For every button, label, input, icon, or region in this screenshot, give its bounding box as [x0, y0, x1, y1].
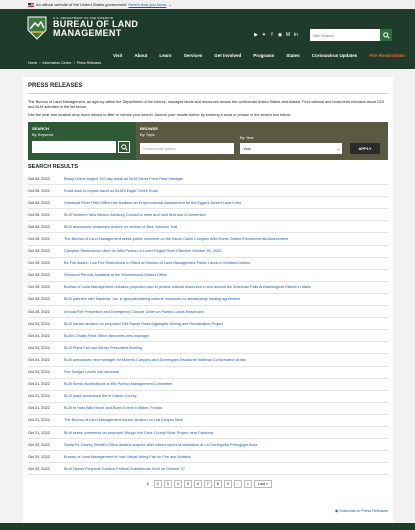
pager-item[interactable]: … — [234, 480, 242, 488]
result-date: Oct 24, 2022 — [28, 345, 50, 350]
intro-text: The Bureau of Land Management, an agency within the Department of the Interior, manages lands and resources across the continental United States and Alaska. Find national and local news releases about DOI and BLM activities in the list below. — [28, 100, 384, 109]
pager-item[interactable]: 5 — [184, 480, 192, 488]
result-date: Oct 25, 2022 — [28, 249, 50, 254]
page-title: PRESS RELEASES — [28, 77, 388, 94]
filter-panel — [28, 122, 388, 160]
table-row — [28, 173, 388, 185]
medium-icon[interactable]: M — [285, 32, 291, 38]
table-row — [28, 294, 388, 306]
table-row — [28, 270, 388, 282]
pager-item[interactable]: 6 — [194, 480, 202, 488]
result-date: Oct 25, 2022 — [28, 309, 50, 314]
table-row — [28, 403, 388, 415]
result-title-link[interactable]: Brady Ovens begins 120-day detail as BLM Sierra Front Field Manager — [64, 176, 184, 181]
site-footer — [0, 523, 415, 530]
breadcrumb — [0, 57, 415, 69]
table-row — [28, 427, 388, 439]
keyword-search-section — [28, 122, 136, 160]
rss-icon: ◉ — [334, 509, 339, 513]
result-date: Oct 20, 2022 — [28, 454, 50, 459]
result-title-link[interactable]: Be Fire Aware: Low Fire Restrictions in Effect on Bureau of Land Management Public Lands in Medford District — [64, 261, 250, 266]
brand-dept: U.S. DEPARTMENT OF THE INTERIOR — [53, 16, 114, 20]
pager-item[interactable]: 8 — [214, 480, 222, 488]
table-row — [28, 197, 388, 209]
topic-select[interactable] — [140, 143, 234, 154]
result-title-link[interactable]: BLM partners with Kawerak, Inc. in groundbreaking cultural resources co-stewardship funding agreement — [64, 297, 241, 302]
table-row — [28, 330, 388, 342]
year-value: -Year — [242, 146, 251, 151]
chevron-down-icon[interactable]: ⌄ — [168, 2, 172, 7]
result-title-link[interactable]: Humboldt River Field Office has finalized an Environmental Assessment for the Eggers Desert Land Entry — [64, 200, 242, 205]
result-date: Oct 24, 2022 — [28, 370, 50, 375]
nav-programs[interactable]: Programs — [253, 53, 275, 58]
nav-coronavirus-updates[interactable]: Coronavirus Updates — [311, 53, 358, 58]
brand-name-line1: BUREAU OF LAND — [53, 19, 139, 29]
brand-name-line2: MANAGEMENT — [53, 28, 122, 38]
pager-item[interactable]: » — [244, 480, 252, 488]
table-row — [28, 185, 388, 197]
pagination — [28, 480, 388, 488]
result-title-link[interactable]: Campfire Restrictions Lifted on Wild Portion of Lower Rogue River Effective October 26, 2022 — [64, 249, 222, 254]
browse-label-group — [140, 126, 158, 137]
nav-learn[interactable]: Learn — [159, 53, 172, 58]
result-date: Oct 20, 2022 — [28, 442, 50, 447]
subscribe-link[interactable] — [335, 508, 388, 513]
nav-visit[interactable]: Visit — [113, 53, 123, 58]
result-title-link[interactable]: BLM seeks comments on proposed Rough Hat Clark County Solar Project near Pahrump — [64, 430, 214, 435]
table-row — [28, 439, 388, 451]
nav-about[interactable]: About — [134, 53, 148, 58]
breadcrumb-separator: › — [73, 61, 75, 65]
result-date: Oct 24, 2022 — [28, 333, 50, 338]
search-label: SEARCH — [32, 126, 49, 131]
search-icon — [383, 32, 390, 39]
breadcrumb-information-center[interactable]: Information Center — [42, 61, 72, 65]
result-date: Oct 21, 2022 — [28, 382, 50, 387]
gov-banner-text: An official website of the United States government — [36, 2, 127, 7]
table-row — [28, 306, 388, 318]
result-title-link[interactable]: The Bureau of Land Management seeks public comment on the Stone Cabin Complex Wild Horse Gather Environmental Assessment — [64, 237, 289, 242]
browse-section — [136, 122, 388, 160]
site-search-button[interactable] — [380, 29, 392, 41]
pager-item[interactable]: 3 — [164, 480, 172, 488]
browse-sub-label: By Topic — [140, 132, 156, 137]
brand[interactable] — [53, 17, 138, 38]
breadcrumb-home[interactable]: Home — [28, 61, 38, 65]
keyword-search-button[interactable] — [118, 141, 130, 153]
main-content — [23, 77, 393, 523]
site-search — [310, 29, 392, 41]
pager-item[interactable]: 9 — [224, 480, 232, 488]
year-label: By Year — [240, 135, 254, 140]
result-date: Oct 26, 2022 — [28, 200, 50, 205]
nav-states[interactable]: States — [286, 53, 300, 58]
table-row — [28, 318, 388, 330]
result-date: Oct 25, 2022 — [28, 273, 50, 278]
result-title-link[interactable]: Road work to impact travel on BLM's Eagle Creek Road — [64, 188, 158, 193]
table-row — [28, 209, 388, 221]
breadcrumb-separator: › — [39, 61, 41, 65]
results-list — [28, 173, 388, 475]
table-row — [28, 233, 388, 245]
result-title-link[interactable]: BLM announces new manager for McInnis Canyons and Dominguez-Escalante National Conservation Areas — [64, 357, 246, 362]
result-title-link[interactable]: BLM Opens Fortymile Caribou Federal Subsistence Hunt on October 27 — [64, 466, 185, 471]
result-date: Oct 25, 2022 — [28, 285, 50, 290]
gov-banner-link[interactable]: Here's how you know — [128, 2, 167, 7]
nav-get-involved[interactable]: Get Involved — [214, 53, 242, 58]
result-date: Oct 21, 2022 — [28, 418, 50, 423]
result-date: Oct 25, 2022 — [28, 297, 50, 302]
us-flag-icon — [28, 3, 34, 7]
chevron-down-icon: ⌄ — [336, 147, 340, 151]
result-date: Oct 25, 2022 — [28, 261, 50, 266]
result-title-link[interactable]: Santa Fe County Sheriff's Office detains suspect after citizen report of vandalism at La Cieneguiña Petroglyph Area — [64, 442, 258, 447]
result-date: Oct 21, 2022 — [28, 394, 50, 399]
nav-fire-restrictions[interactable]: Fire Restrictions — [369, 53, 405, 58]
result-date: Oct 24, 2022 — [28, 357, 50, 362]
result-title-link[interactable]: Bureau of Land Management to host Virtual Hiring Fair for Fire and Aviation — [64, 454, 191, 459]
year-select[interactable] — [240, 143, 342, 154]
pager-item[interactable]: Last » — [254, 480, 272, 488]
table-row — [28, 463, 388, 475]
nav-services[interactable]: Services — [183, 53, 203, 58]
table-row — [28, 379, 388, 391]
result-title-link[interactable]: Firewood Permits Available at the Winnemucca District Office — [64, 273, 167, 278]
table-row — [28, 391, 388, 403]
result-title-link[interactable]: Annual Fire Prevention and Emergency Closure Order on Pueblo Lands Rescinded — [64, 309, 204, 314]
result-date: Oct 26, 2022 — [28, 176, 50, 181]
linkedin-icon[interactable]: in — [294, 32, 298, 38]
result-title-link[interactable]: BLM issues decision on proposed DW Ranch Road Aggregate Mining and Reclamation Project — [64, 321, 224, 326]
gov-banner — [0, 0, 415, 9]
pager-item[interactable]: 7 — [204, 480, 212, 488]
topic-placeholder: Choose some options — [142, 146, 176, 151]
youtube-icon[interactable]: ▶ — [254, 32, 258, 38]
instagram-icon[interactable]: ◉ — [277, 32, 283, 38]
facebook-icon[interactable]: f — [271, 32, 273, 38]
result-date: Oct 26, 2022 — [28, 188, 50, 193]
intro-instructions: Use the year and location drop down menus to filter or narrow your search. Narrow your results further by entering a word or phrase in the search box below. — [28, 113, 291, 117]
table-row — [28, 342, 388, 354]
result-title-link[interactable]: Bureau of Land Management releases proposed plan to protect cultural resources in and around the American Falls Archaeological District in Idaho — [64, 285, 312, 290]
table-row — [28, 367, 388, 379]
main-nav — [107, 53, 411, 58]
social-links — [253, 32, 299, 38]
result-title-link[interactable]: BLM Plans Fall and Winter Prescribed Burning — [64, 345, 143, 350]
pager-item[interactable]: 2 — [154, 480, 162, 488]
table-row — [28, 258, 388, 270]
keyword-search — [32, 141, 132, 153]
result-title-link[interactable]: BLM's Challis Field Office welcomes new manager — [64, 333, 150, 338]
keyword-input[interactable] — [32, 141, 116, 153]
result-title-link[interactable]: BLM to Host Wild Horse and Burro Event in Milton, Florida — [64, 406, 162, 411]
result-date: Oct 26, 2022 — [28, 224, 50, 229]
apply-button[interactable]: APPLY — [350, 143, 380, 154]
blm-logo-icon[interactable] — [27, 16, 47, 40]
subscribe-label: Subscribe to Press Releases — [339, 508, 388, 513]
result-date: Oct 21, 2022 — [28, 406, 50, 411]
result-title-link[interactable]: BLM announces temporary closure on section of Bizz Johnson Trail — [64, 224, 178, 229]
result-title-link[interactable]: Fire Danger Levels will decrease — [64, 370, 120, 375]
pager-item[interactable]: 1 — [146, 482, 149, 487]
table-row — [28, 282, 388, 294]
result-date: Oct 25, 2022 — [28, 237, 50, 242]
search-icon — [121, 144, 128, 151]
search-sub-label: By Keyword — [32, 132, 54, 137]
table-row — [28, 354, 388, 366]
results-title: SEARCH RESULTS — [28, 164, 79, 170]
table-row — [28, 246, 388, 258]
result-title-link[interactable]: BLM Northern New Mexico Advisory Council to meet and hold field tour in December — [64, 212, 207, 217]
result-title-link[interactable]: BLM plans prescribed fire in Catron County — [64, 394, 137, 399]
pager-item[interactable]: 4 — [174, 480, 182, 488]
table-row — [28, 451, 388, 463]
table-row — [28, 221, 388, 233]
result-title-link[interactable]: BLM Seeks Nominations to Rio Puerco Management Committee — [64, 382, 173, 387]
breadcrumb-press-releases: Press Releases — [76, 61, 102, 65]
twitter-icon[interactable]: ✦ — [261, 32, 267, 38]
result-date: Oct 26, 2022 — [28, 212, 50, 217]
site-header — [0, 9, 415, 57]
table-row — [28, 415, 388, 427]
result-date: Oct 24, 2022 — [28, 321, 50, 326]
site-search-input[interactable] — [310, 29, 380, 41]
result-title-link[interactable]: The Bureau of Land Management issues decision on Lila Canyon Mine — [64, 418, 184, 423]
result-date: Oct 21, 2022 — [28, 430, 50, 435]
result-date: Oct 20, 2022 — [28, 466, 50, 471]
browse-label: BROWSE — [140, 126, 158, 131]
